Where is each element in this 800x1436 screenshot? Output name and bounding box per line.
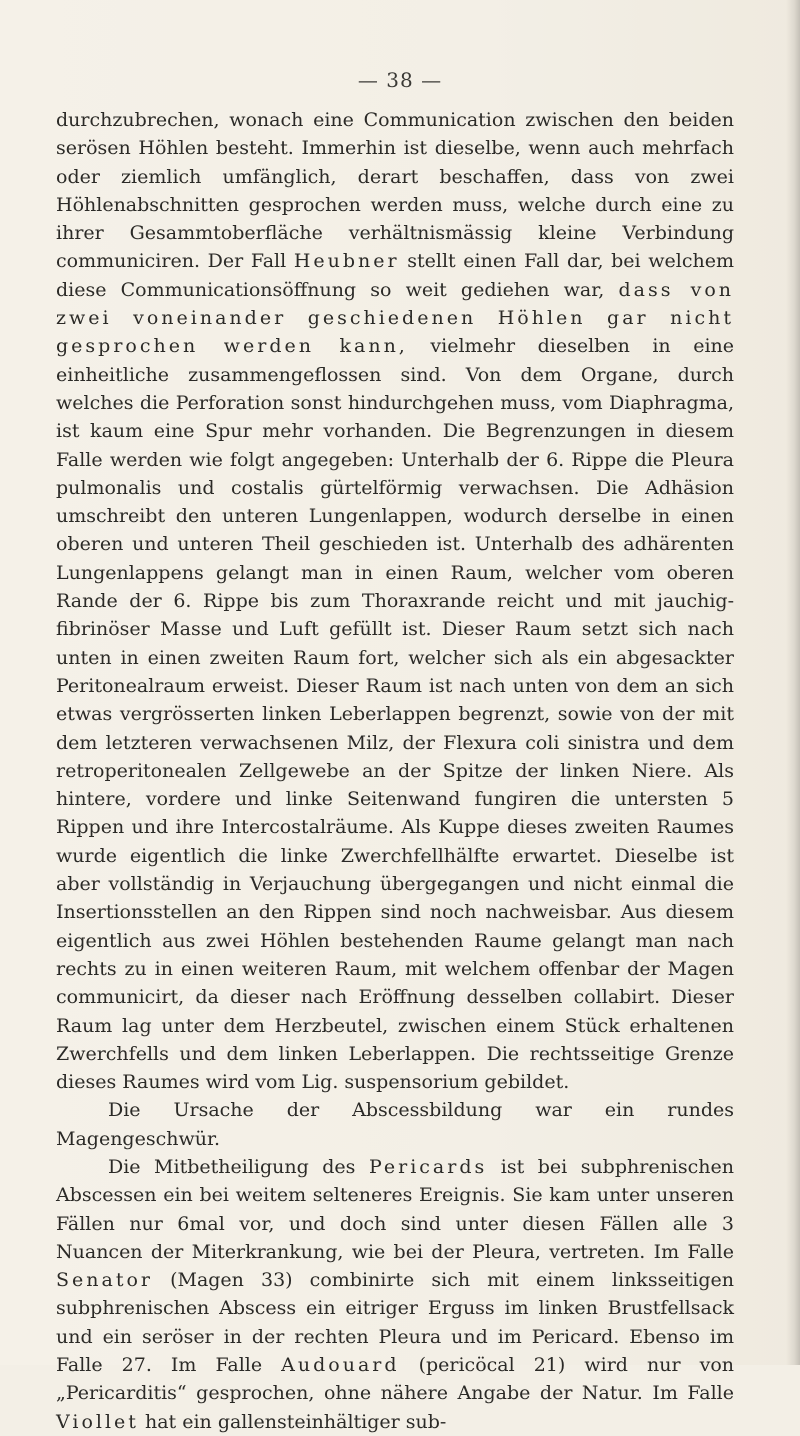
text-segment: ist bei subphrenischen Abscessen ein bei weitem selteneres Ereignis. Sie kam unter unseren Fällen nur 6mal vor, und doch sind unter diesen Fällen alle 3 Nuancen der Miterkrankung, wie bei der Pleura, vertreten. Im Falle (56, 1155, 734, 1263)
text-segment: stellt einen Fall dar, bei welchem diese Communicationsöffnung so weit gediehen war, (56, 250, 734, 301)
paragraph-1 (56, 106, 734, 1096)
text-segment: vielmehr dieselben in eine einheitliche zusammengeflossen sind. Von dem Organe, durch welches die Perforation sonst hindurchgehen muss, vom Diaphragma, ist kaum eine Spur mehr vorhanden. Die Begrenzungen in diesem Falle werden wie folgt angegeben: Unterhalb der 6. Rippe die Pleura pulmonalis und costalis gürtelförmig verwachsen. Die Adhäsion umschreibt den unteren Lungenlappen, wodurch derselbe in einen oberen und unteren Theil geschieden ist. Unterhalb des adhärenten Lungenlappens gelangt man in einen Raum, welcher vom oberen Rande der 6. Rippe bis zum Thoraxrande reicht und mit jauchig-fibrinöser Masse und Luft gefüllt ist. Dieser Raum setzt sich nach unten in einen zweiten Raum fort, welcher sich als ein abgesackter Peritonealraum erweist. Dieser Raum ist nach unten von dem an sich etwas vergrösserten linken Leberlappen begrenzt, sowie von der mit dem letzteren verwachsenen Milz, der Flexura coli sinistra und dem retroperitonealen Zellgewebe an der Spitze der linken Niere. Als hintere, vordere und linke Seitenwand fungiren die untersten 5 Rippen und ihre Intercostalräume. Als Kuppe dieses zweiten Raumes wurde eigentlich die linke Zwerchfellhälfte erwartet. Dieselbe ist aber vollständig in Verjauchung übergegangen und nicht einmal die Insertionsstellen an den Rippen sind noch nachweisbar. Aus diesem eigentlich aus zwei Höhlen bestehenden Raume gelangt man nach rechts zu in einen weiteren Raum, mit welchem offenbar der Magen communicirt, da dieser nach Eröffnung desselben collabirt. Dieser Raum lag unter dem Herzbeutel, zwischen einem Stück erhaltenen Zwerchfells und dem linken Leberlappen. Die rechtsseitige Grenze dieses Raumes wird vom Lig. suspensorium gebildet. (56, 335, 735, 1094)
text-segment: hat ein gallensteinhältiger sub- (138, 1410, 447, 1433)
text-segment: Die Mitbetheiligung des (108, 1155, 369, 1178)
author-name-heubner: Heubner (293, 250, 400, 273)
text-segment: (pericöcal 21) wird nur von „Pericarditis“ gesprochen, ohne nähere Angabe der Natur. Im Falle (56, 1354, 734, 1405)
emphasized-term-pericards: Pericards (368, 1155, 488, 1178)
paragraph-3 (56, 1153, 734, 1436)
paragraph-2 (56, 1096, 734, 1153)
body-text (56, 106, 734, 1436)
text-segment: durchzubrechen, wonach eine Communication zwischen den beiden serösen Höhlen besteht. Immerhin ist dieselbe, wenn auch mehrfach oder ziemlich umfänglich, derart beschaffen, dass von zwei Höhlenabschnitten gesprochen werden muss, welche durch eine zu ihrer Gesammtoberfläche verhältnismässig kleine Verbindung communiciren. Der Fall (56, 109, 734, 273)
page-number: — 38 — (357, 68, 443, 92)
author-name-audouard: Audouard (281, 1354, 400, 1377)
author-name-senator: Senator (56, 1269, 153, 1292)
page-edge-shadow (786, 0, 800, 1365)
author-name-viollet: Viollet (56, 1410, 139, 1433)
emphasized-text: dass von zwei voneinander geschiedenen Höhlen gar nicht gesprochen werden kann, (56, 278, 734, 358)
text-segment: (Magen 33) combinirte sich mit einem linksseitigen subphrenischen Abscess ein eitriger Erguss im linken Brustfellsack und ein seröser in der rechten Pleura und im Pericard. Ebenso im Falle 27. Im Falle (56, 1269, 734, 1377)
text-segment: Die Ursache der Abscessbildung war ein rundes Magengeschwür. (56, 1099, 734, 1150)
